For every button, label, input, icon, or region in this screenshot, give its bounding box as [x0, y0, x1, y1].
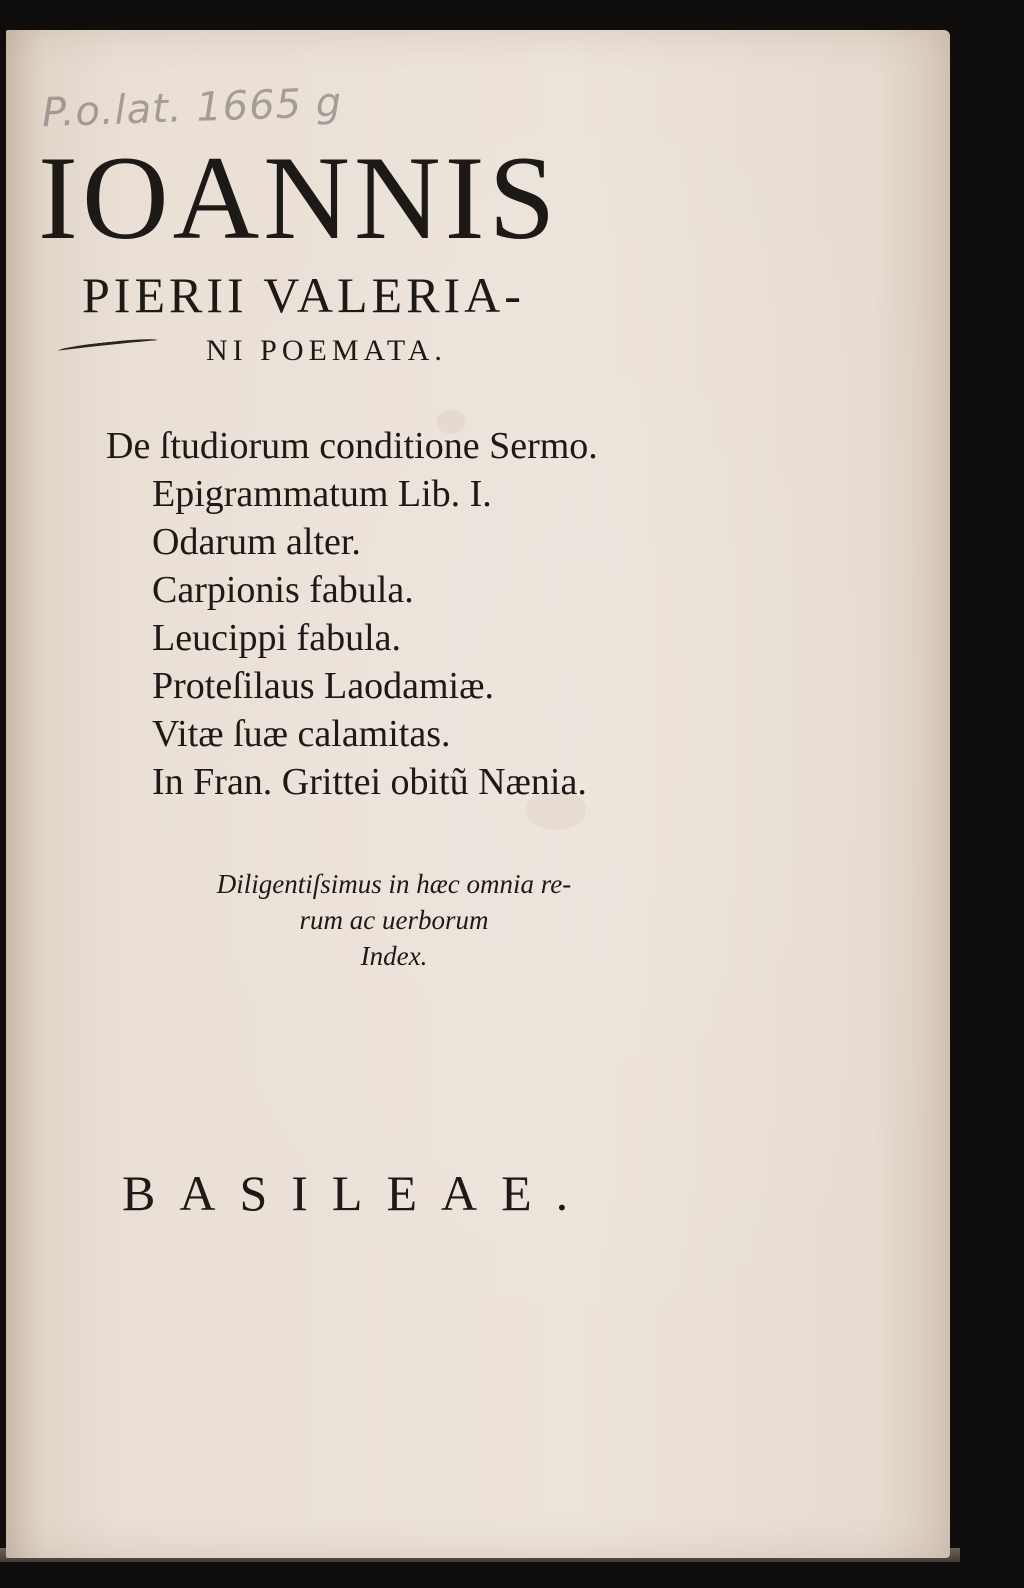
contents-item: Vitæ ſuæ calamitas. [152, 713, 451, 755]
imprint-place: BASILEAE. [122, 1165, 593, 1221]
library-shelfmark: P.o.lat. 1665 g [41, 79, 343, 137]
contents-item: De ſtudiorum conditione Sermo. [106, 425, 598, 467]
contents-item: Epigrammatum Lib. I. [152, 473, 492, 515]
title-page [6, 30, 950, 1558]
pen-underline [58, 337, 158, 354]
contents-item: Proteſilaus Laodamiæ. [152, 665, 494, 707]
index-note-line: Index. [360, 941, 428, 971]
contents-item: Leucippi fabula. [152, 617, 402, 659]
index-note-line: Diligentiſsimus in hæc omnia re- [216, 869, 572, 899]
author-name-title: IOANNIS [38, 131, 560, 264]
contents-item: Odarum alter. [152, 521, 361, 563]
title-line-3: NI POEMATA. [206, 334, 447, 367]
index-note-line: rum ac uerborum [299, 905, 489, 935]
index-note [174, 866, 614, 974]
title-line-2: PIERII VALERIA- [82, 267, 525, 323]
contents-item: Carpionis fabula. [152, 569, 414, 611]
contents-item: In Fran. Grittei obitũ Nænia. [152, 761, 587, 803]
contents-list [106, 422, 598, 806]
